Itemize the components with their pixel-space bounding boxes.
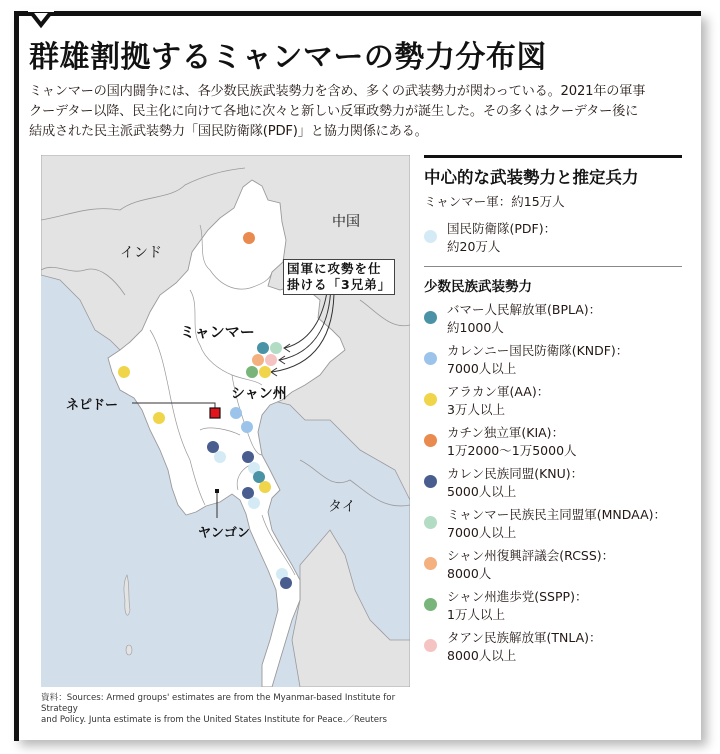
- label-china: 中国: [332, 214, 360, 230]
- yangon-marker: [215, 489, 219, 493]
- capital-marker: [210, 408, 220, 418]
- ethnic-groups-heading: 少数民族武装勢力: [424, 279, 532, 295]
- marker-knu: [280, 577, 292, 589]
- label-myanmar: ミャンマー: [180, 323, 255, 341]
- aa-dot-icon: [424, 393, 437, 406]
- lede-line: クーデター以降、民主化に向けて各地に次々と新しい反軍政勢力が誕生した。その多くはクーデター後に: [29, 104, 639, 119]
- tnla-dot-icon: [424, 639, 437, 652]
- callout-line: 掛ける「3兄弟」: [287, 277, 392, 292]
- legend-item-kia: [424, 424, 684, 460]
- source-line: and Policy. Junta estimate is from the United States Institute for Peace.／Reuters: [41, 715, 388, 725]
- label-shan-state: シャン州: [231, 386, 287, 402]
- legend-item-strength: 5000人以上: [447, 484, 517, 499]
- label-india: インド: [120, 245, 162, 261]
- label-thailand: タイ: [328, 499, 356, 515]
- legend-item-name: アラカン軍(AA)：: [447, 384, 550, 399]
- legend-item-name: シャン州進歩党(SSPP)：: [447, 589, 588, 604]
- marker-aa: [259, 481, 271, 493]
- kndf-dot-icon: [424, 352, 437, 365]
- frame-top-border: [14, 11, 701, 16]
- marker-aa: [259, 366, 271, 378]
- legend-item-name: カレン民族同盟(KNU)：: [447, 466, 584, 481]
- marker-rcss: [252, 354, 264, 366]
- frame-left-border: [14, 11, 19, 741]
- legend-item-name: タアン民族解放軍(TNLA)：: [447, 630, 602, 645]
- callout-line: 国軍に攻勢を仕: [287, 261, 382, 276]
- pdf-dot-icon: [424, 230, 437, 243]
- marker-knu: [242, 451, 254, 463]
- marker-tnla: [265, 354, 277, 366]
- rcss-dot-icon: [424, 557, 437, 570]
- legend-item-strength: 8000人以上: [447, 648, 517, 663]
- legend-item-aa: [424, 383, 684, 419]
- notch-icon: [28, 9, 54, 29]
- marker-kndf: [230, 407, 242, 419]
- page-title: 群雄割拠するミャンマーの勢力分布図: [29, 40, 547, 75]
- legend-item-strength: 1万2000～1万5000人: [447, 443, 577, 458]
- knu-dot-icon: [424, 475, 437, 488]
- marker-aa: [153, 412, 165, 424]
- legend-item-mndaa: [424, 506, 684, 542]
- legend-heading: 中心的な武装勢力と推定兵力: [424, 168, 639, 187]
- legend-item-strength: 1万人以上: [447, 607, 505, 622]
- label-naypyidaw: ネピドー: [66, 398, 119, 413]
- marker-bpla: [253, 471, 265, 483]
- legend-divider: [424, 266, 682, 267]
- legend-item-name: 国民防衛隊(PDF)：: [447, 221, 557, 236]
- marker-mndaa: [270, 342, 282, 354]
- legend-item-strength: 約20万人: [447, 239, 501, 254]
- legend: [424, 155, 684, 670]
- source-note: [41, 693, 421, 726]
- marker-knu: [207, 441, 219, 453]
- legend-item-bpla: [424, 301, 684, 337]
- legend-item-tnla: [424, 629, 684, 665]
- legend-item-kndf: [424, 342, 684, 378]
- marker-pdf: [248, 497, 260, 509]
- kia-dot-icon: [424, 434, 437, 447]
- marker-knu: [242, 487, 254, 499]
- marker-bpla: [257, 342, 269, 354]
- marker-kndf: [241, 421, 253, 433]
- legend-item-sspp: [424, 588, 684, 624]
- marker-sspp: [246, 366, 258, 378]
- marker-kia: [243, 232, 255, 244]
- marker-aa: [118, 366, 130, 378]
- three-brotherhood-callout: [283, 259, 395, 295]
- legend-item-strength: 約1000人: [447, 320, 504, 335]
- myanmar-map: [41, 155, 410, 687]
- bpla-dot-icon: [424, 311, 437, 324]
- marker-pdf: [214, 451, 226, 463]
- legend-item-name: ミャンマー民族民主同盟軍(MNDAA)：: [447, 507, 666, 522]
- legend-item-strength: 3万人以上: [447, 402, 505, 417]
- legend-item-strength: 8000人: [447, 566, 492, 581]
- legend-item-name: シャン州復興評議会(RCSS)：: [447, 548, 615, 563]
- legend-item-knu: [424, 465, 684, 501]
- lede-line: 結成された民主派武装勢力「国民防衛隊(PDF)」と協力関係にある。: [29, 124, 428, 139]
- legend-item-strength: 7000人以上: [447, 361, 517, 376]
- label-yangon: ヤンゴン: [198, 526, 250, 541]
- ethnic-groups-list: [424, 301, 684, 665]
- mndaa-dot-icon: [424, 516, 437, 529]
- legend-item-rcss: [424, 547, 684, 583]
- legend-item-name: バマー人民解放軍(BPLA)：: [447, 302, 602, 317]
- legend-top-rule: [424, 155, 682, 158]
- legend-item-name: カチン独立軍(KIA)：: [447, 425, 565, 440]
- lede-paragraph: [29, 82, 704, 142]
- map-svg: [41, 155, 410, 687]
- sspp-dot-icon: [424, 598, 437, 611]
- legend-item-pdf: [424, 220, 684, 256]
- legend-item-strength: 7000人以上: [447, 525, 517, 540]
- source-line: 資料：Sources: Armed groups' estimates are from the Myanmar-based Institute for Strategy: [41, 693, 396, 714]
- legend-item-name: カレンニー国民防衛隊(KNDF)：: [447, 343, 629, 358]
- junta-strength: ミャンマー軍：約15万人: [424, 194, 565, 209]
- lede-line: ミャンマーの国内闘争には、各少数民族武装勢力を含め、多くの武装勢力が関わっている。2021年の軍事: [29, 84, 646, 99]
